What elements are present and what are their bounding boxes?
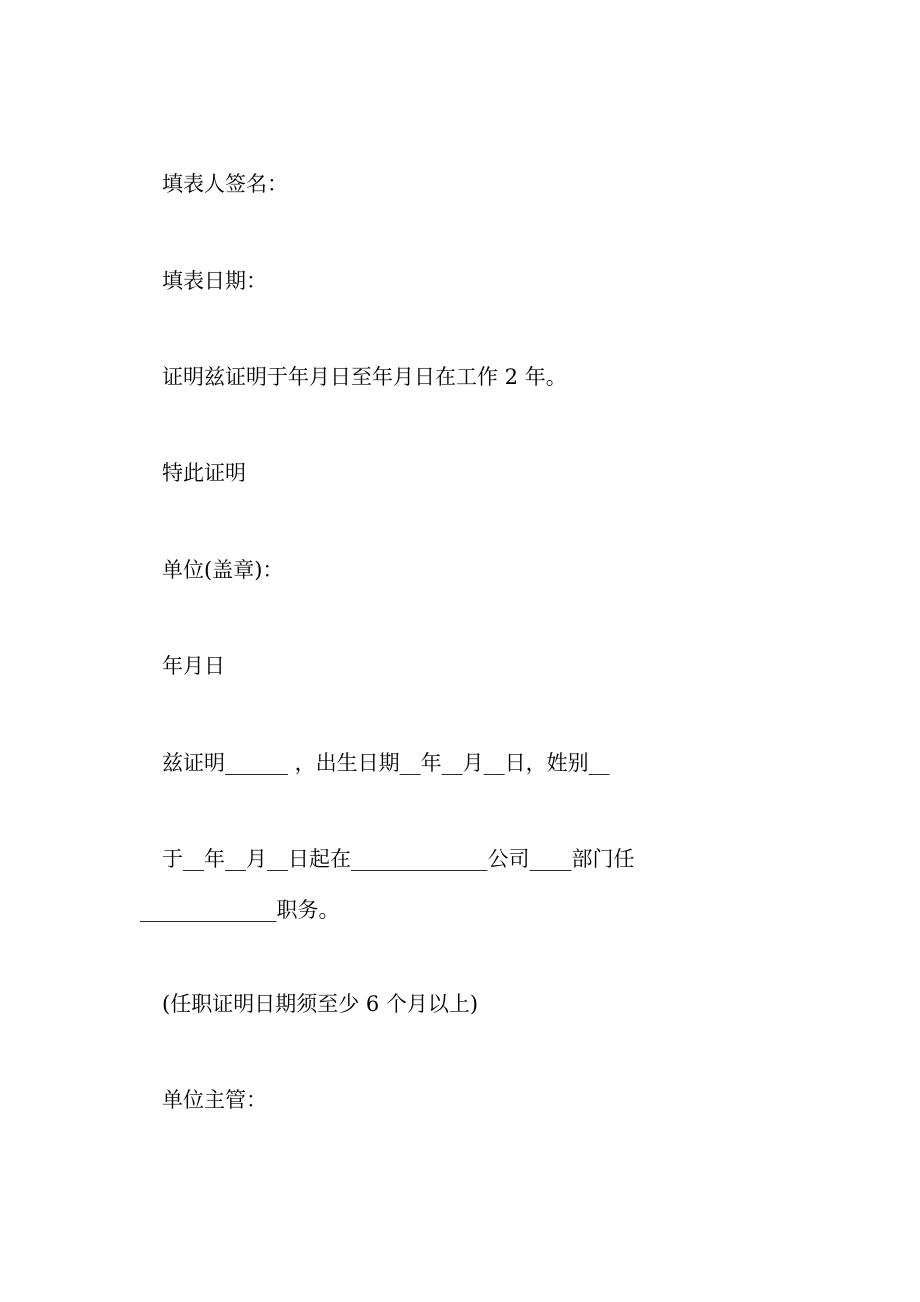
hereby-certify-line: 特此证明 [162,461,246,485]
position-line: _____________职务。 [140,898,340,922]
signer-signature-line: 填表人签名： [162,172,288,196]
fill-date-line: 填表日期： [162,269,267,293]
supervisor-line: 单位主管： [162,1088,267,1112]
company-seal-line: 单位(盖章)： [162,558,284,582]
employment-proof-line: 证明兹证明于年月日至年月日在工作 2 年。 [162,365,567,389]
certify-birthdate-line: 兹证明______ ，出生日期__年__月__日，姓别__ [162,751,610,775]
employment-start-line: 于__年__月__日起在_____________公司____部门任 [162,847,635,871]
duration-note-line: (任职证明日期须至少 6 个月以上) [162,992,479,1016]
date-line: 年月日 [162,654,225,678]
